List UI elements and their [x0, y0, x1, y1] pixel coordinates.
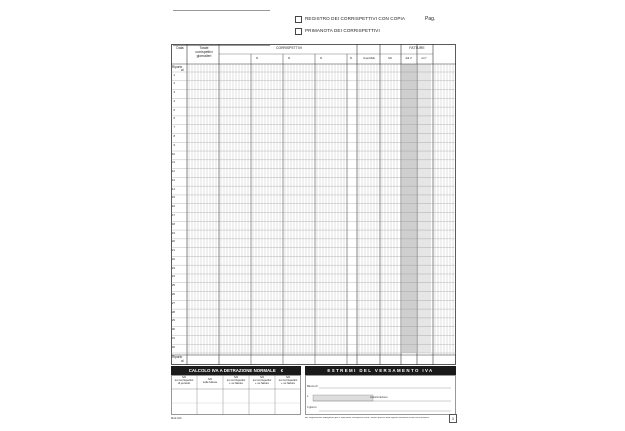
col-fatture-sub-2: al n°	[421, 57, 427, 60]
row-number: 26	[171, 292, 175, 297]
page-label: Pag.	[425, 16, 436, 22]
footer-page-number: 1	[451, 416, 455, 421]
pct-3: %	[319, 57, 323, 60]
calcolo-iva-title-bar	[171, 366, 301, 375]
row-number: 17	[171, 213, 175, 217]
calcolo-iva-title: CALCOLO IVA A DETRAZIONE NORMALE	[188, 368, 276, 373]
row-number: 10	[171, 151, 175, 156]
row-number: 2	[173, 81, 175, 86]
pct-1: %	[255, 57, 259, 60]
col-totale-header: Totale corrispettivi giornalieri	[195, 46, 213, 58]
row-number: 14	[171, 186, 175, 191]
row-number: 32	[171, 344, 175, 349]
versamento-iva-title-bar	[305, 366, 456, 375]
calcolo-col-1: IVA sui corrispettivi di periodo	[174, 375, 194, 386]
row-number: 31	[171, 335, 175, 340]
row-number: 8	[173, 133, 175, 138]
calcolo-col-4: IVA sui corrispettivi + su fatture	[252, 375, 272, 386]
row-number: 21	[171, 248, 175, 253]
calcolo-col-2: IVA sulle fatture	[202, 377, 218, 385]
row-number: 5	[173, 107, 175, 112]
footer-page-box	[449, 414, 457, 423]
row-number: 19	[171, 230, 175, 235]
row-number: 6	[173, 116, 175, 121]
row-number: 13	[171, 177, 175, 182]
riporto-final-label: Riporto	[172, 355, 183, 359]
versamento-autorizzazione: Autorizzazione	[370, 396, 388, 399]
riporto-final-sub: al	[181, 359, 184, 363]
pct-2: %	[287, 57, 291, 60]
col-corrispettivi-header: CORRISPETTIVI	[276, 46, 302, 50]
row-number: 29	[171, 318, 175, 323]
row-number: 27	[171, 300, 175, 305]
row-number: 22	[171, 256, 175, 261]
col-fatture-header: FATTURE	[409, 46, 425, 50]
versamento-iva-box	[305, 375, 456, 415]
row-number: 7	[173, 125, 175, 130]
option-1-checkbox[interactable]	[295, 16, 302, 23]
riporto-label: Riporto	[172, 65, 183, 69]
row-number: 18	[171, 221, 175, 226]
pct-4: %	[349, 57, 353, 60]
option-2-label: PRIMANOTA DEI CORRISPETTIVI	[305, 28, 380, 33]
versamento-giorno: Il giorno	[307, 406, 317, 409]
row-number: 30	[171, 327, 175, 332]
row-number: 16	[171, 204, 175, 209]
register-form	[171, 44, 456, 365]
footer-note: Art. Registrazione obbligatoria per le operazioni corrispettive entro i termini previsti dalla vigente normativa fiscale ed economica	[305, 417, 430, 419]
row-number: 4	[173, 98, 175, 103]
row-number: 11	[172, 160, 175, 165]
row-number: 23	[171, 265, 175, 270]
register-grid	[171, 44, 456, 365]
calcolo-col-3: IVA sui corrispettivi + su fatture	[226, 375, 246, 386]
row-number: 3	[173, 90, 175, 95]
euro-symbol: €	[280, 368, 284, 373]
riporto-sub: al	[181, 68, 184, 72]
row-number: 20	[171, 239, 175, 244]
option-1-label: REGISTRO DEI CORRISPETTIVI CON COPIA	[305, 16, 406, 21]
row-number: 9	[173, 142, 175, 147]
option-2-checkbox[interactable]	[295, 28, 302, 35]
row-number: 24	[171, 274, 175, 279]
footer-code: Mod.423	[171, 417, 182, 420]
row-number: 25	[171, 283, 175, 288]
col-fatture-sub-1: dal n°	[405, 57, 413, 60]
row-number: 1	[173, 72, 175, 77]
col-imponibile-header: Imponibile	[363, 57, 375, 60]
row-number: 12	[171, 169, 175, 174]
row-number: 15	[171, 195, 175, 200]
versamento-banca: Banca di	[307, 385, 318, 388]
row-number: 28	[171, 309, 175, 314]
col-data-header: Data	[176, 46, 184, 50]
calcolo-col-5: IVA sui corrispettivi + su fatture	[278, 375, 298, 386]
versamento-iva-title: ESTREMI DEL VERSAMENTO IVA	[327, 368, 434, 373]
col-iva-header: IVA	[388, 57, 392, 60]
versamento-lire: L.	[307, 395, 310, 398]
top-rule-1	[173, 10, 270, 11]
